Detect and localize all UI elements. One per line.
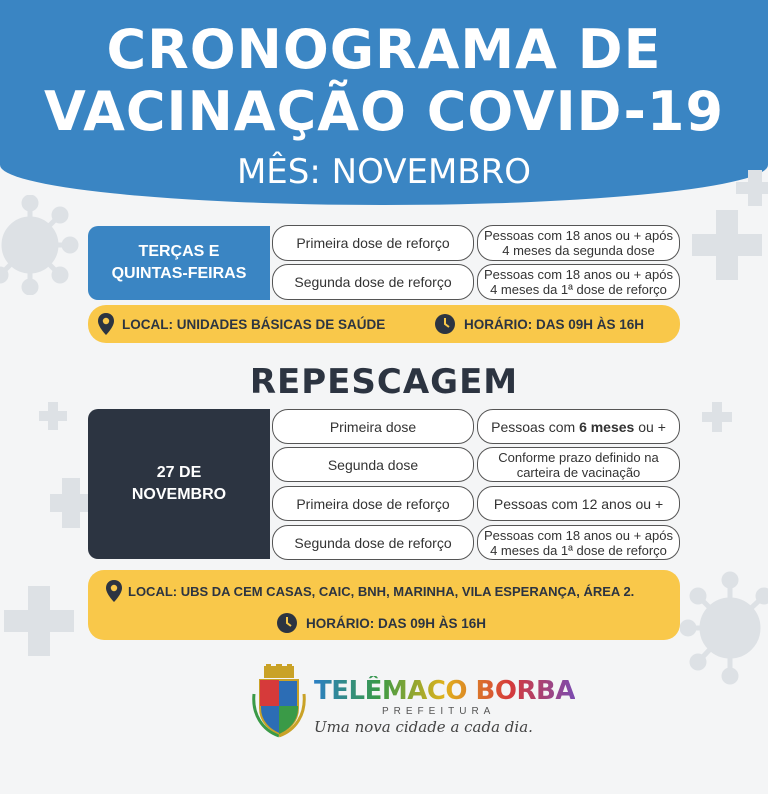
criteria-pill: Pessoas com 12 anos ou + — [477, 486, 680, 521]
section-title: REPESCAGEM — [249, 362, 519, 402]
criteria-pill: Pessoas com 18 anos ou + após 4 meses da 1ª dose de reforço — [477, 525, 680, 560]
location-label: LOCAL: UBS DA CEM CASAS, CAIC, BNH, MARINHA, VILA ESPERANÇA, ÁREA 2. — [128, 584, 635, 599]
page-title-line1: CRONOGRAMA DE — [106, 18, 662, 81]
location-pin-icon — [106, 580, 122, 602]
page-title-line2: VACINAÇÃO COVID-19 — [43, 80, 725, 143]
schedule-time-label: HORÁRIO: DAS 09H ÀS 16H — [306, 616, 487, 631]
schedule-time-label: HORÁRIO: DAS 09H ÀS 16H — [464, 317, 645, 332]
dose-pill: Segunda dose de reforço — [272, 264, 474, 300]
logo-slogan: Uma nova cidade a cada dia. — [314, 718, 533, 736]
criteria-pill: Pessoas com 18 anos ou + após 4 meses da 1ª dose de reforço — [477, 264, 680, 300]
clock-icon — [276, 612, 298, 634]
date-label: 27 DE NOVEMBRO — [131, 464, 227, 503]
virus-icon — [680, 570, 768, 685]
days-box — [88, 226, 270, 300]
dose-pill: Segunda dose de reforço — [272, 525, 474, 560]
virus-icon — [0, 195, 80, 295]
logo-subtitle: PREFEITURA — [382, 706, 496, 717]
criteria-pill: Conforme prazo definido na carteira de vacinação — [477, 447, 680, 482]
dose-pill: Primeira dose — [272, 409, 474, 444]
location-pin-icon — [98, 313, 114, 335]
criteria-pill: Pessoas com 18 anos ou + após 4 meses da segunda dose — [477, 225, 680, 261]
dose-pill: Primeira dose de reforço — [272, 486, 474, 521]
dose-pill: Segunda dose — [272, 447, 474, 482]
days-label: TERÇAS E QUINTAS-FEIRAS — [111, 243, 247, 282]
criteria-pill: Pessoas com 6 meses ou + — [477, 409, 680, 444]
dose-pill: Primeira dose de reforço — [272, 225, 474, 261]
logo-wordmark: TELÊMACO BORBA — [314, 676, 575, 706]
page-subtitle: MÊS: NOVEMBRO — [236, 152, 532, 192]
coat-of-arms-icon — [252, 664, 306, 738]
location-label: LOCAL: UNIDADES BÁSICAS DE SAÚDE — [122, 317, 386, 332]
clock-icon — [434, 313, 456, 335]
header-banner — [0, 0, 768, 205]
date-box — [88, 409, 270, 559]
